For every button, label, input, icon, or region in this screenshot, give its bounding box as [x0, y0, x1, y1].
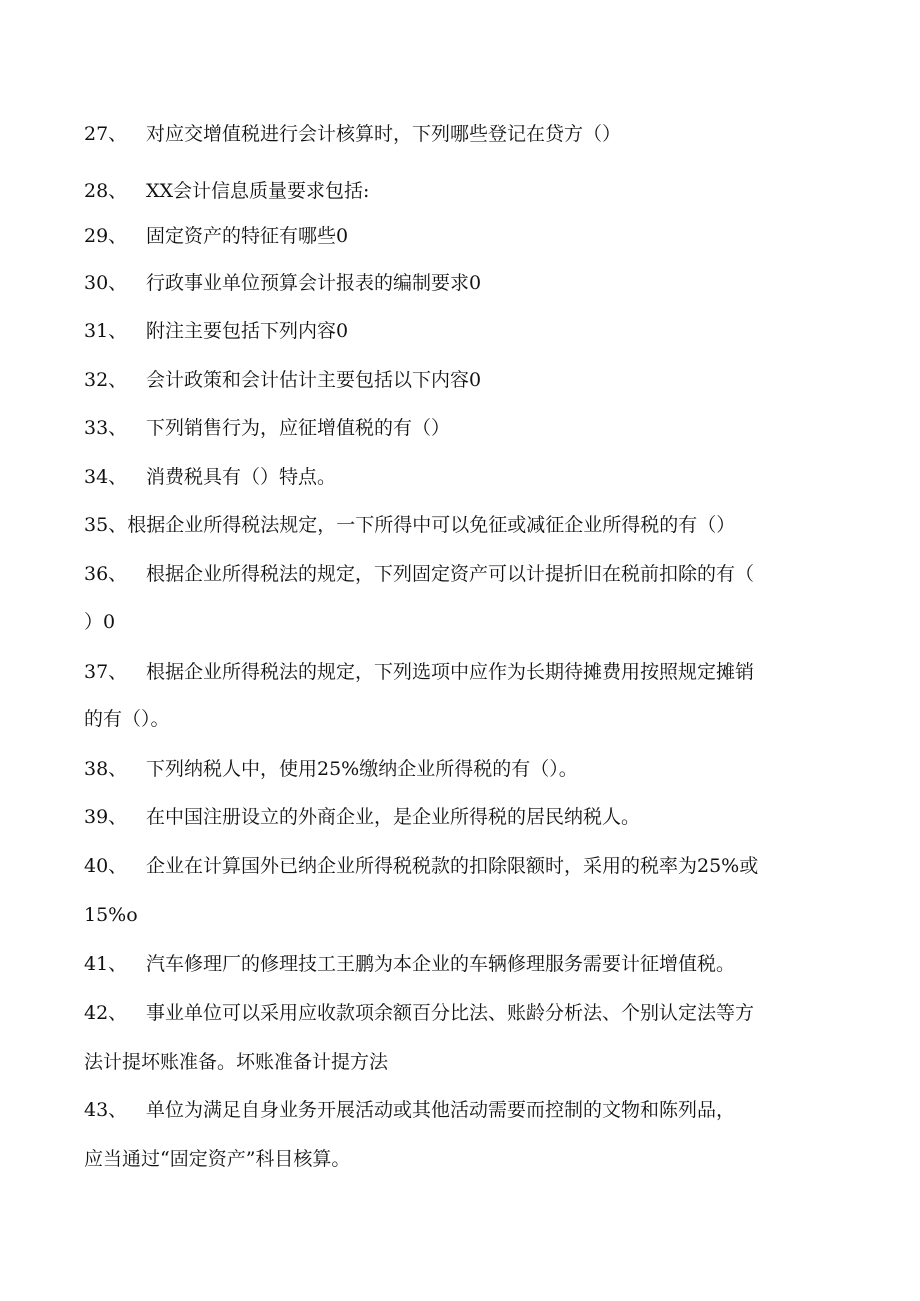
- question-text: 根据企业所得税法规定，一下所得中可以免征或减征企业所得税的有（）: [127, 514, 736, 536]
- question-number: 42、: [84, 1002, 128, 1024]
- question-text-continuation: 15%o: [84, 904, 138, 926]
- question-text: 根据企业所得税法的规定，下列固定资产可以计提折旧在税前扣除的有（: [146, 563, 755, 585]
- question-text: 消费税具有（）特点。: [146, 466, 337, 488]
- question-number: 31、: [84, 320, 128, 342]
- question-36: [84, 561, 844, 587]
- question-42: [84, 1000, 844, 1026]
- question-text: 会计政策和会计估计主要包括以下内容0: [146, 369, 482, 391]
- question-number: 28、: [84, 180, 128, 202]
- question-31: [84, 318, 844, 344]
- question-33: [84, 415, 844, 441]
- question-number: 41、: [84, 953, 128, 975]
- question-number: 37、: [84, 661, 128, 683]
- question-number: 30、: [84, 272, 128, 294]
- question-text: 下列纳税人中，使用25%缴纳企业所得税的有（）。: [146, 758, 578, 780]
- question-34: [84, 464, 844, 490]
- question-41: [84, 951, 844, 977]
- question-text: 行政事业单位预算会计报表的编制要求0: [146, 272, 482, 294]
- question-number: 32、: [84, 369, 128, 391]
- question-number: 35、: [84, 514, 128, 536]
- question-37-continuation: [84, 706, 844, 732]
- question-30: [84, 270, 844, 296]
- question-text: 下列销售行为，应征增值税的有（）: [146, 417, 451, 439]
- question-text: 附注主要包括下列内容0: [146, 320, 349, 342]
- question-27: [84, 121, 844, 147]
- question-28: [84, 178, 844, 204]
- question-number: 29、: [84, 225, 128, 247]
- question-text: 在中国注册设立的外商企业，是企业所得税的居民纳税人。: [146, 806, 641, 828]
- question-number: 39、: [84, 806, 128, 828]
- question-29: [84, 223, 844, 249]
- question-39: [84, 804, 844, 830]
- question-32: [84, 367, 844, 393]
- question-42-continuation: [84, 1049, 844, 1075]
- question-number: 36、: [84, 563, 128, 585]
- question-text: 企业在计算国外已纳企业所得税税款的扣除限额时，采用的税率为25%或: [146, 855, 759, 877]
- question-43-continuation: [84, 1146, 844, 1172]
- question-40: [84, 853, 844, 879]
- question-number: 33、: [84, 417, 128, 439]
- question-number: 43、: [84, 1099, 128, 1121]
- question-text: 固定资产的特征有哪些0: [146, 225, 349, 247]
- question-text: 事业单位可以采用应收款项余额百分比法、账龄分析法、个别认定法等方: [146, 1002, 755, 1024]
- question-text-continuation: ）0: [84, 611, 116, 633]
- question-37: [84, 659, 844, 685]
- question-text: 对应交增值税进行会计核算时，下列哪些登记在贷方（）: [146, 123, 622, 145]
- question-text: 汽车修理厂的修理技工王鹏为本企业的车辆修理服务需要计征增值税。: [146, 953, 736, 975]
- question-text-continuation: 应当通过“固定资产”科目核算。: [84, 1148, 351, 1170]
- question-number: 40、: [84, 855, 128, 877]
- question-text: 单位为满足自身业务开展活动或其他活动需要而控制的文物和陈列品，: [146, 1099, 736, 1121]
- question-text: XX会计信息质量要求包括:: [146, 180, 370, 202]
- question-35: [84, 512, 844, 538]
- question-text: 根据企业所得税法的规定，下列选项中应作为长期待摊费用按照规定摊销: [146, 661, 755, 683]
- question-40-continuation: [84, 902, 844, 928]
- question-36-continuation: [84, 609, 844, 635]
- question-number: 27、: [84, 123, 128, 145]
- question-text-continuation: 的有（）。: [84, 708, 170, 730]
- question-number: 34、: [84, 466, 128, 488]
- question-text-continuation: 法计提坏账准备。坏账准备计提方法: [84, 1051, 389, 1073]
- question-38: [84, 756, 844, 782]
- question-number: 38、: [84, 758, 128, 780]
- question-43: [84, 1097, 844, 1123]
